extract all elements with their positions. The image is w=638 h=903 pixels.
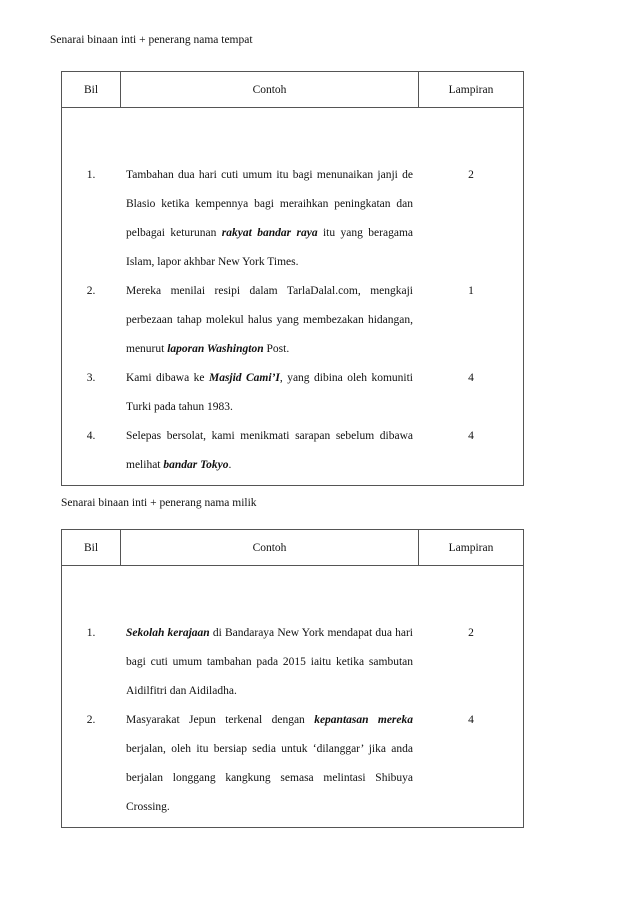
text-line: Aidilfitri dan Aidiladha. bbox=[126, 685, 237, 697]
example-text bbox=[120, 711, 419, 827]
text-line: Islam, lapor akhbar New York Times. bbox=[126, 256, 299, 268]
row-lampiran: 2 bbox=[468, 627, 474, 639]
section1-table bbox=[61, 71, 524, 486]
header-lampiran: Lampiran bbox=[419, 72, 524, 108]
highlighted-phrase: bandar Tokyo bbox=[163, 459, 229, 471]
text-line: menurut laporan Washington Post. bbox=[126, 343, 290, 355]
header-bil: Bil bbox=[62, 530, 121, 566]
table-header-row bbox=[62, 72, 524, 108]
highlighted-phrase: rakyat bandar raya bbox=[221, 227, 318, 239]
text-line: pelbagai keturunan rakyat bandar raya itu yang beragama bbox=[126, 227, 414, 239]
section1-entries bbox=[62, 108, 523, 485]
text-line: Crossing. bbox=[126, 801, 170, 813]
text-line: berjalan longgang kangkung semasa melintasi Shibuya bbox=[126, 772, 413, 784]
table-row bbox=[62, 711, 523, 827]
table-row bbox=[62, 369, 523, 427]
items-cell bbox=[62, 108, 524, 486]
header-contoh: Contoh bbox=[121, 72, 419, 108]
header-bil: Bil bbox=[62, 72, 121, 108]
highlighted-phrase: Masjid Cami’I bbox=[208, 372, 280, 384]
row-number: 1. bbox=[86, 169, 96, 181]
table-row bbox=[62, 282, 523, 369]
items-cell bbox=[62, 566, 524, 828]
example-text bbox=[120, 427, 419, 485]
section2-entries bbox=[62, 566, 523, 827]
row-lampiran: 4 bbox=[468, 372, 474, 384]
row-number: 2. bbox=[86, 714, 96, 726]
table-row bbox=[62, 166, 523, 282]
row-number: 1. bbox=[86, 627, 96, 639]
text-line: Selepas bersolat, kami menikmati sarapan sebelum dibawa bbox=[126, 430, 413, 442]
table-body-row bbox=[62, 566, 524, 828]
text-line: Sekolah kerajaan di Bandaraya New York mendapat dua hari bbox=[126, 627, 413, 639]
text-line: bagi cuti umum tambahan pada 2015 iaitu ketika sambutan bbox=[126, 656, 413, 668]
example-text bbox=[120, 166, 419, 282]
text-line: Kami dibawa ke Masjid Cami’I, yang dibina oleh komuniti bbox=[126, 372, 413, 384]
section1-heading: Senarai binaan inti + penerang nama tempat bbox=[50, 34, 253, 46]
row-lampiran: 4 bbox=[468, 430, 474, 442]
text-line: melihat bandar Tokyo. bbox=[126, 459, 232, 471]
section2-table bbox=[61, 529, 524, 828]
row-number: 4. bbox=[86, 430, 96, 442]
header-lampiran: Lampiran bbox=[419, 530, 524, 566]
text-line: perbezaan tahap molekul halus yang membezakan hidangan, bbox=[126, 314, 413, 326]
highlighted-phrase: kepantasan mereka bbox=[314, 714, 413, 726]
table-body-row bbox=[62, 108, 524, 486]
text-line: Masyarakat Jepun terkenal dengan kepantasan mereka bbox=[126, 714, 413, 726]
text-line: Tambahan dua hari cuti umum itu bagi menunaikan janji de bbox=[126, 169, 413, 181]
row-lampiran: 2 bbox=[468, 169, 474, 181]
example-text bbox=[120, 624, 419, 711]
highlighted-phrase: Sekolah kerajaan bbox=[126, 627, 210, 639]
row-number: 3. bbox=[86, 372, 96, 384]
table-row bbox=[62, 427, 523, 485]
example-text bbox=[120, 282, 419, 369]
table-header-row bbox=[62, 530, 524, 566]
text-line: Mereka menilai resipi dalam TarlaDalal.com, mengkaji bbox=[126, 285, 413, 297]
highlighted-phrase: laporan Washington bbox=[167, 343, 264, 355]
example-text bbox=[120, 369, 419, 427]
row-lampiran: 4 bbox=[468, 714, 474, 726]
text-line: Blasio ketika kempennya bagi meraihkan peningkatan dan bbox=[126, 198, 413, 210]
text-line: Turki pada tahun 1983. bbox=[126, 401, 233, 413]
text-line: berjalan, oleh itu bersiap sedia untuk ‘dilanggar’ jika anda bbox=[126, 743, 413, 755]
table-row bbox=[62, 624, 523, 711]
section2-heading: Senarai binaan inti + penerang nama milik bbox=[61, 497, 257, 509]
row-lampiran: 1 bbox=[468, 285, 474, 297]
row-number: 2. bbox=[86, 285, 96, 297]
header-contoh: Contoh bbox=[121, 530, 419, 566]
